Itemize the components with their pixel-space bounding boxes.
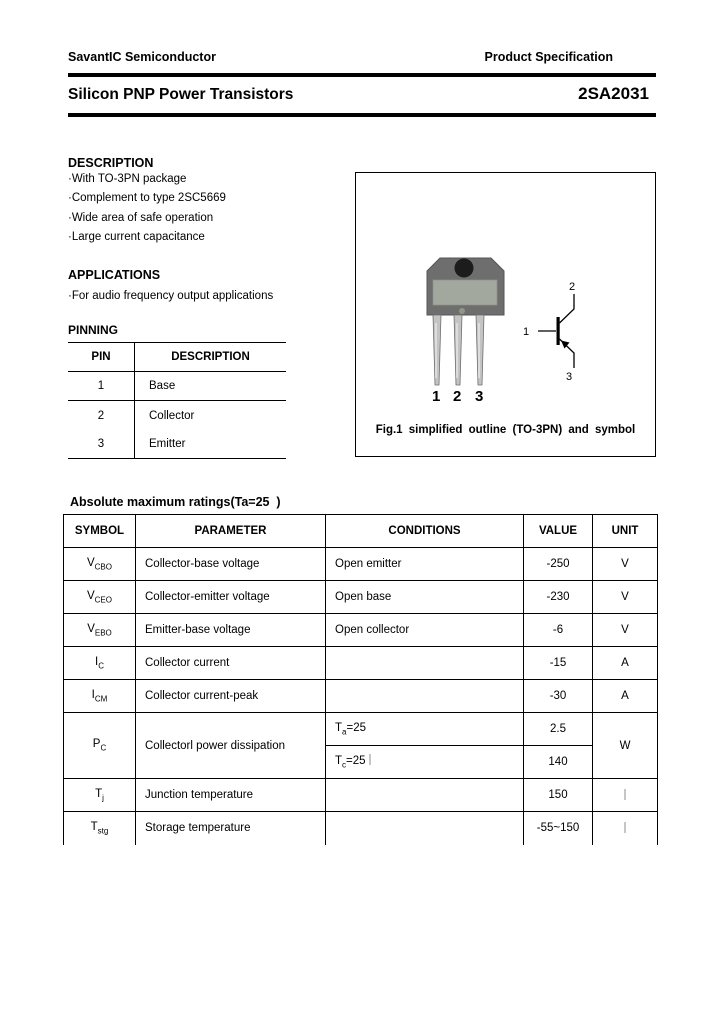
symbol-sub: CEO	[94, 595, 112, 605]
parameter-cell: Collector current	[136, 647, 326, 680]
table-row	[64, 647, 658, 680]
cond-sub: c	[342, 760, 347, 770]
pin-description: Base	[149, 380, 176, 392]
base-bar	[557, 317, 560, 345]
photo-pin-label: 2	[453, 388, 462, 405]
table-row	[64, 680, 658, 713]
cond-text: T	[335, 755, 343, 768]
value-cell: -15	[524, 647, 593, 680]
collector-lead	[560, 294, 575, 323]
description-heading: DESCRIPTION	[68, 156, 154, 170]
missing-degree-glyph	[624, 822, 626, 833]
parameter-cell: Collectorl power dissipation	[136, 713, 326, 779]
leg-2	[454, 315, 462, 385]
symbol-sub: CM	[94, 694, 108, 704]
table-row	[64, 812, 658, 845]
col-conditions: CONDITIONS	[326, 515, 524, 548]
symbol-base: I	[91, 688, 95, 701]
page-title: Silicon PNP Power Transistors	[68, 86, 294, 103]
pinning-heading: PINNING	[68, 323, 119, 337]
cond-text: T	[335, 721, 343, 734]
conditions-cell: Open base	[326, 581, 524, 614]
symbol-sub: EBO	[94, 628, 112, 638]
conditions-cell	[326, 713, 524, 746]
symbol-cell	[64, 647, 136, 680]
parameter-cell: Junction temperature	[136, 779, 326, 812]
col-parameter: PARAMETER	[136, 515, 326, 548]
mounting-hole	[455, 259, 474, 278]
symbol-pin-base: 1	[523, 326, 530, 338]
symbol-cell	[64, 581, 136, 614]
col-value: VALUE	[524, 515, 593, 548]
photo-pin-label: 1	[432, 388, 441, 405]
conditions-cell	[326, 779, 524, 812]
value-cell: -6	[524, 614, 593, 647]
conditions-cell	[326, 746, 524, 779]
unit-cell: V	[593, 614, 658, 647]
table-row	[68, 372, 286, 401]
package-photo-icon	[427, 258, 504, 405]
doc-type-label: Product Specification	[484, 50, 613, 64]
description-item: ·Complement to type 2SC5669	[68, 192, 226, 205]
pin-description: Collector	[149, 409, 195, 422]
table-row	[68, 401, 286, 430]
table-row	[64, 614, 658, 647]
value-cell: -30	[524, 680, 593, 713]
pin-number: 1	[68, 372, 135, 400]
package-dot	[459, 308, 465, 314]
symbol-cell	[64, 680, 136, 713]
unit-cell: V	[593, 581, 658, 614]
parameter-cell: Emitter-base voltage	[136, 614, 326, 647]
value-cell: 140	[524, 746, 593, 779]
unit-cell: W	[593, 713, 658, 779]
symbol-cell	[64, 812, 136, 845]
symbol-base: V	[87, 622, 95, 635]
table-row	[64, 548, 658, 581]
unit-cell	[593, 812, 658, 845]
parameter-cell: Collector-base voltage	[136, 548, 326, 581]
applications-heading: APPLICATIONS	[68, 268, 161, 282]
label-plate	[433, 280, 497, 305]
conditions-cell: Open collector	[326, 614, 524, 647]
unit-cell: A	[593, 647, 658, 680]
symbol-cell	[64, 614, 136, 647]
description-item: ·Large current capacitance	[68, 230, 205, 243]
figure-box	[355, 172, 656, 457]
symbol-sub: j	[102, 793, 104, 803]
table-row	[64, 581, 658, 614]
leg-1	[433, 315, 441, 385]
cond-text: =25	[346, 755, 366, 768]
description-item: ·With TO-3PN package	[68, 173, 187, 185]
company-name: SavantIC Semiconductor	[68, 50, 216, 64]
parameter-cell: Collector current-peak	[136, 680, 326, 713]
part-number: 2SA2031	[578, 84, 649, 103]
leg-3	[476, 315, 484, 385]
symbol-base: T	[90, 821, 98, 834]
symbol-cell	[64, 779, 136, 812]
conditions-cell	[326, 647, 524, 680]
symbol-base: P	[92, 738, 101, 751]
col-symbol: SYMBOL	[64, 515, 136, 548]
pin-description: Emitter	[149, 438, 186, 450]
parameter-cell: Storage temperature	[136, 812, 326, 845]
unit-cell: A	[593, 680, 658, 713]
conditions-cell: Open emitter	[326, 548, 524, 581]
symbol-pin-collector: 2	[569, 281, 576, 293]
description-item: ·Wide area of safe operation	[68, 211, 214, 224]
symbol-sub: CBO	[94, 562, 112, 572]
conditions-cell	[326, 812, 524, 845]
col-unit: UNIT	[593, 515, 658, 548]
ratings-heading: Absolute maximum ratings(Ta=25 )	[70, 495, 281, 509]
table-row	[64, 779, 658, 812]
symbol-cell	[64, 713, 136, 779]
value-cell: -55~150	[524, 812, 593, 845]
value-cell: 2.5	[524, 713, 593, 746]
ratings-table	[63, 514, 658, 845]
table-row	[68, 430, 286, 458]
applications-list	[68, 287, 273, 306]
unit-cell: V	[593, 548, 658, 581]
figure-caption: Fig.1 simplified outline (TO-3PN) and symbol	[375, 424, 636, 436]
symbol-cell	[64, 548, 136, 581]
header-rule-top	[68, 73, 656, 77]
cond-sub: a	[342, 727, 347, 737]
pinning-table	[68, 342, 286, 459]
pin-number: 3	[68, 430, 135, 458]
symbol-pin-emitter: 3	[566, 371, 573, 383]
value-cell: 150	[524, 779, 593, 812]
header-rule-bottom	[68, 113, 656, 117]
figure-illustration	[356, 173, 655, 456]
description-list	[68, 170, 226, 247]
table-row	[64, 713, 658, 746]
symbol-base: T	[95, 787, 103, 800]
missing-degree-glyph	[369, 754, 371, 765]
symbol-sub: C	[98, 661, 104, 671]
pinning-col-pin: PIN	[68, 343, 135, 371]
parameter-cell: Collector-emitter voltage	[136, 581, 326, 614]
symbol-base: V	[86, 589, 95, 602]
pinning-header-row	[68, 343, 286, 372]
pin-number: 2	[68, 401, 135, 430]
photo-pin-label: 3	[475, 388, 484, 405]
pinning-col-description: DESCRIPTION	[171, 351, 250, 363]
unit-cell	[593, 779, 658, 812]
symbol-sub: C	[100, 743, 107, 753]
value-cell: -250	[524, 548, 593, 581]
symbol-base: I	[95, 655, 99, 668]
conditions-cell	[326, 680, 524, 713]
pnp-symbol-icon	[538, 294, 574, 368]
symbol-sub: stg	[97, 826, 109, 836]
symbol-base: V	[86, 556, 95, 569]
missing-degree-glyph	[624, 789, 626, 800]
applications-item: ·For audio frequency output applications	[68, 290, 274, 302]
cond-text: =25	[346, 721, 366, 734]
value-cell: -230	[524, 581, 593, 614]
ratings-header-row	[64, 515, 658, 548]
